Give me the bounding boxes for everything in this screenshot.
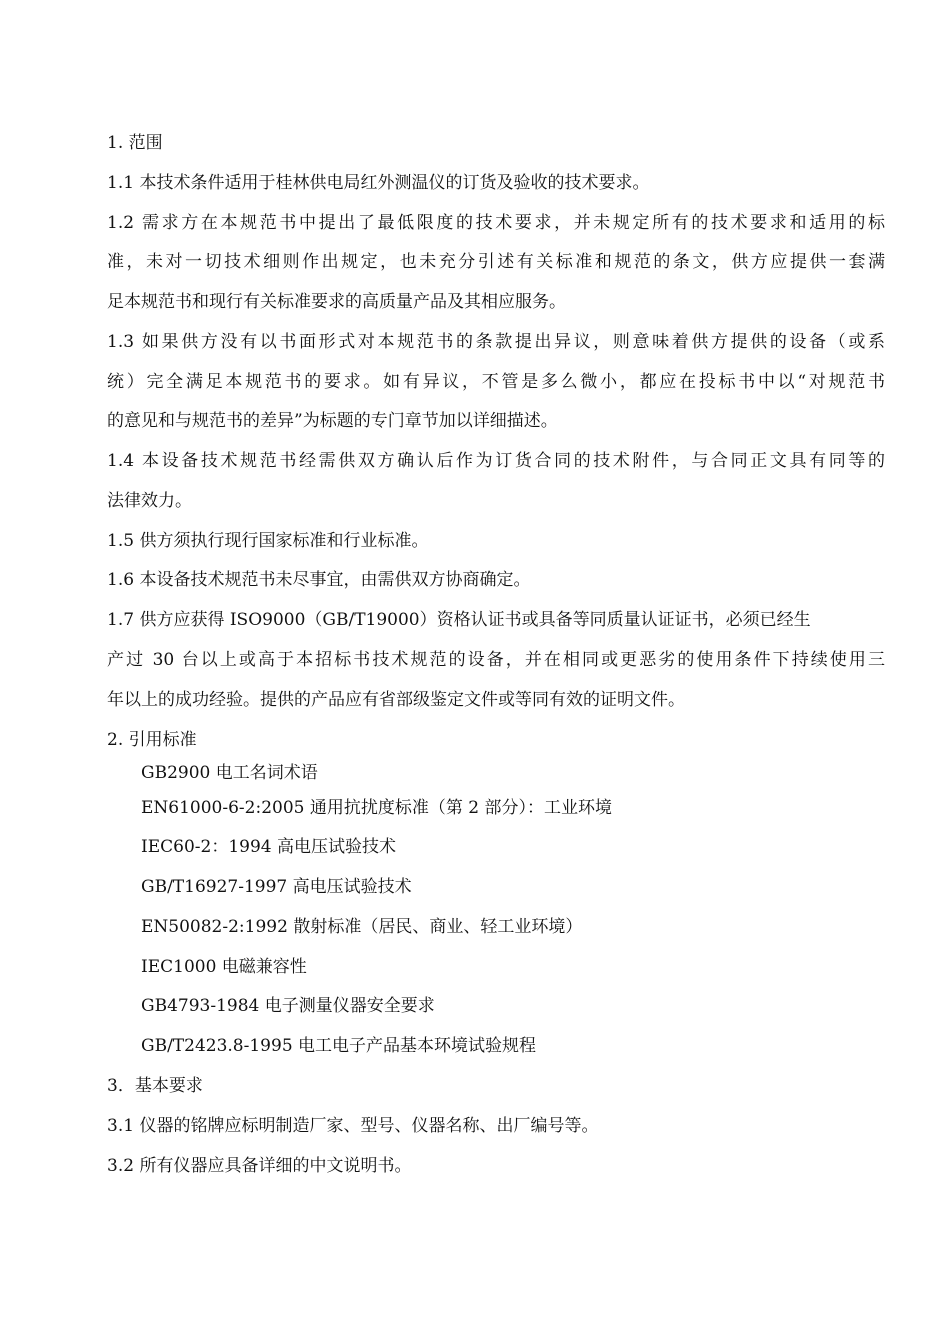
standard-item: IEC1000 电磁兼容性 [141,957,307,977]
clause-1-3-line-1: 1.3 如果供方没有以书面形式对本规范书的条款提出异议，则意味着供方提供的设备（或系 [107,332,885,352]
clause-1-7-line-1: 1.7 供方应获得 ISO9000（GB/T19000）资格认证书或具备等同质量认证证书，必须已经生 [107,610,811,630]
clause-1-2-line-2: 准，未对一切技术细则作出规定，也未充分引述有关标准和规范的条文，供方应提供一套满 [107,252,885,272]
standard-item: GB2900 电工名词术语 [141,763,318,783]
standard-item: GB/T16927-1997 高电压试验技术 [141,877,412,897]
clause-1-2-line-3: 足本规范书和现行有关标准要求的高质量产品及其相应服务。 [107,292,566,312]
section-1-heading: 1. 范围 [107,133,163,153]
standard-item: EN61000-6-2:2005 通用抗扰度标准（第 2 部分）：工业环境 [141,798,613,818]
standard-item: GB/T2423.8-1995 电工电子产品基本环境试验规程 [141,1036,537,1056]
clause-1-4-line-1: 1.4 本设备技术规范书经需供双方确认后作为订货合同的技术附件，与合同正文具有同等的 [107,451,885,471]
clause-1-7-line-2: 产过 30 台以上或高于本招标书技术规范的设备，并在相同或更恶劣的使用条件下持续使用三 [107,650,885,670]
section-2-heading: 2. 引用标准 [107,730,197,750]
clause-1-5: 1.5 供方须执行现行国家标准和行业标准。 [107,531,429,551]
clause-1-3-line-3: 的意见和与规范书的差异”为标题的专门章节加以详细描述。 [107,411,558,431]
clause-1-7-line-3: 年以上的成功经验。提供的产品应有省部级鉴定文件或等同有效的证明文件。 [107,690,685,710]
clause-1-4-line-2: 法律效力。 [107,491,192,511]
standard-item: IEC60-2：1994 高电压试验技术 [141,837,396,857]
standard-item: EN50082-2:1992 散射标准（居民、商业、轻工业环境） [141,917,583,937]
clause-3-1: 3.1 仪器的铭牌应标明制造厂家、型号、仪器名称、出厂编号等。 [107,1116,599,1136]
clause-3-2: 3.2 所有仪器应具备详细的中文说明书。 [107,1156,412,1176]
section-3-heading: 3．基本要求 [107,1076,203,1096]
clause-1-1: 1.1 本技术条件适用于桂林供电局红外测温仪的订货及验收的技术要求。 [107,173,650,193]
clause-1-6: 1.6 本设备技术规范书未尽事宜，由需供双方协商确定。 [107,570,531,590]
clause-1-2-line-1: 1.2 需求方在本规范书中提出了最低限度的技术要求，并未规定所有的技术要求和适用的标 [107,213,885,233]
standard-item: GB4793-1984 电子测量仪器安全要求 [141,996,435,1016]
clause-1-3-line-2: 统）完全满足本规范书的要求。如有异议，不管是多么微小，都应在投标书中以“对规范书 [107,372,885,392]
